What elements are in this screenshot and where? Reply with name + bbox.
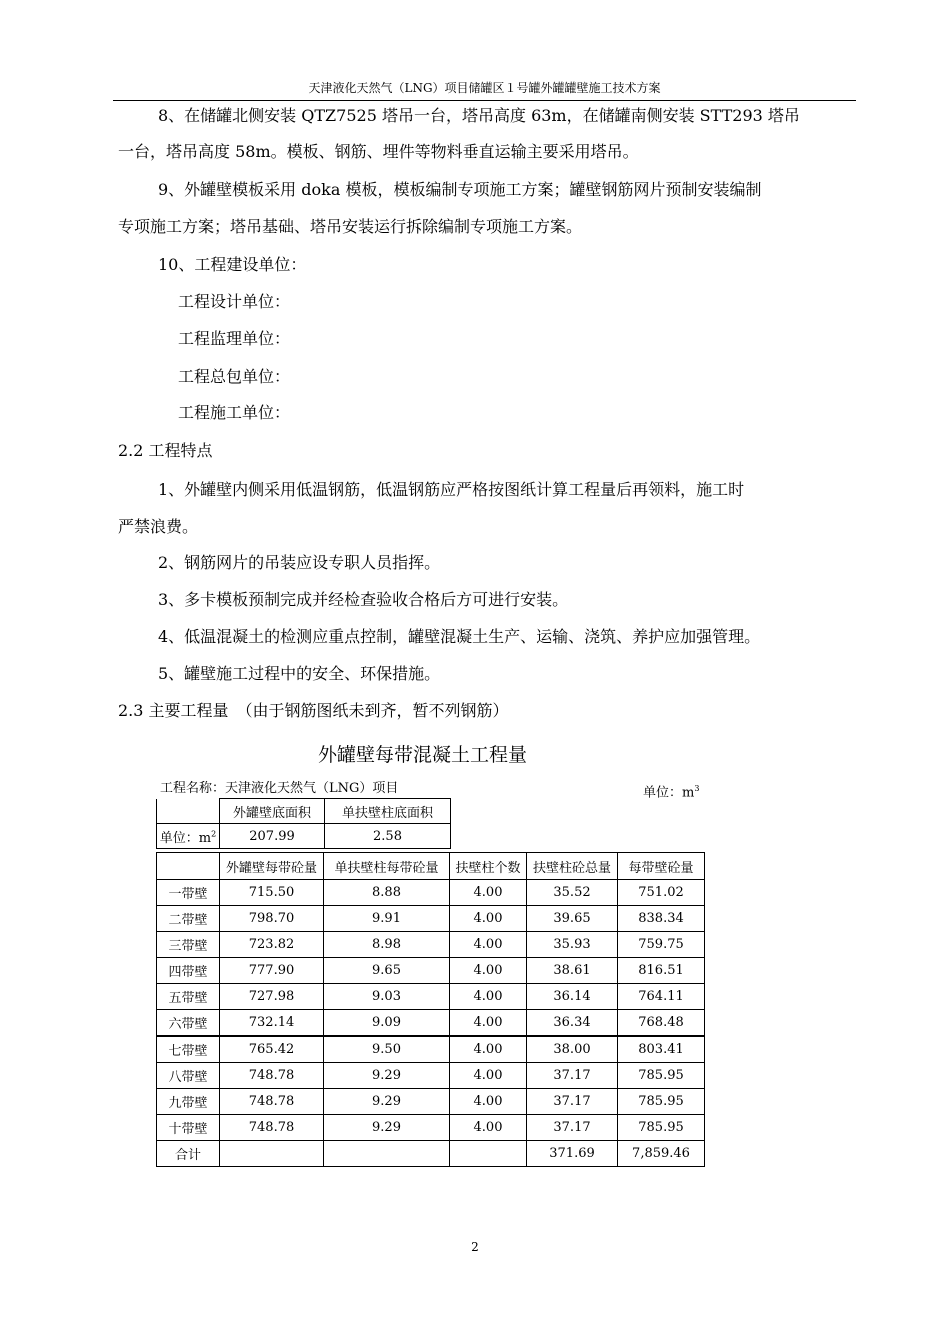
paragraph-9-line2: 专项施工方案；塔吊基础、塔吊安装运行拆除编制专项施工方案。 <box>118 217 583 236</box>
table-cell: 扶壁柱个数 <box>450 853 527 880</box>
area-value-pilaster: 2.58 <box>325 824 451 849</box>
table-cell: 一带壁 <box>157 880 220 906</box>
table-cell: 38.00 <box>527 1036 618 1063</box>
area-value-wall: 207.99 <box>220 824 325 849</box>
table-cell: 39.65 <box>527 906 618 932</box>
table-cell: 七带壁 <box>157 1036 220 1063</box>
table-cell: 外罐壁每带砼量 <box>220 853 324 880</box>
paragraph-8-line1: 8、在储罐北侧安装 QTZ7525 塔吊一台，塔吊高度 63m，在储罐南侧安装 STT293 塔吊 <box>158 106 800 125</box>
table-cell: 4.00 <box>450 1010 527 1037</box>
table-total-row <box>157 1141 705 1167</box>
table-cell: 4.00 <box>450 958 527 984</box>
table-cell: 9.65 <box>324 958 450 984</box>
table-cell: 4.00 <box>450 1115 527 1141</box>
section-2-2-heading: 2.2 工程特点 <box>118 441 213 460</box>
table-cell <box>324 1141 450 1167</box>
table-cell: 4.00 <box>450 1089 527 1115</box>
section-2-3-heading: 2.3 主要工程量 （由于钢筋图纸未到齐，暂不列钢筋） <box>118 701 509 720</box>
table-cell: 9.91 <box>324 906 450 932</box>
table-cell: 7,859.46 <box>618 1141 705 1167</box>
table-row <box>157 1063 705 1089</box>
feature-1-line1: 1、外罐壁内侧采用低温钢筋，低温钢筋应严格按图纸计算工程量后再领料，施工时 <box>158 480 745 499</box>
table-title: 外罐壁每带混凝土工程量 <box>318 744 528 766</box>
table-cell: 715.50 <box>220 880 324 906</box>
table-cell: 768.48 <box>618 1010 705 1037</box>
table-cell: 36.34 <box>527 1010 618 1037</box>
paragraph-9-line1: 9、外罐壁模板采用 doka 模板，模板编制专项施工方案；罐壁钢筋网片预制安装编制 <box>158 180 762 199</box>
feature-1-line2: 严禁浪费。 <box>118 517 199 536</box>
table-cell: 785.95 <box>618 1063 705 1089</box>
area-header-wall: 外罐壁底面积 <box>220 799 325 824</box>
area-table <box>156 798 451 849</box>
paragraph-10: 10、工程建设单位： <box>158 255 307 274</box>
table-row <box>157 1010 705 1037</box>
table-cell: 三带壁 <box>157 932 220 958</box>
table-cell: 37.17 <box>527 1063 618 1089</box>
table-cell: 35.93 <box>527 932 618 958</box>
table-cell: 35.52 <box>527 880 618 906</box>
table-cell: 765.42 <box>220 1036 324 1063</box>
table-cell: 八带壁 <box>157 1063 220 1089</box>
table-cell: 4.00 <box>450 1036 527 1063</box>
table-cell: 四带壁 <box>157 958 220 984</box>
table-row <box>157 984 705 1010</box>
table-cell: 838.34 <box>618 906 705 932</box>
table-row <box>157 958 705 984</box>
table-cell: 785.95 <box>618 1115 705 1141</box>
table-cell: 4.00 <box>450 984 527 1010</box>
supervision-unit: 工程监理单位： <box>178 329 291 348</box>
table-cell: 748.78 <box>220 1089 324 1115</box>
table-cell: 37.17 <box>527 1089 618 1115</box>
table-cell: 4.00 <box>450 906 527 932</box>
table-cell: 38.61 <box>527 958 618 984</box>
table-cell: 合计 <box>157 1141 220 1167</box>
table-cell <box>220 1141 324 1167</box>
table-cell: 十带壁 <box>157 1115 220 1141</box>
table-row <box>157 1036 705 1063</box>
design-unit: 工程设计单位： <box>178 292 291 311</box>
table-cell: 36.14 <box>527 984 618 1010</box>
table-header-row <box>157 853 705 880</box>
table-cell: 751.02 <box>618 880 705 906</box>
table-cell: 764.11 <box>618 984 705 1010</box>
table-row <box>157 932 705 958</box>
feature-4: 4、低温混凝土的检测应重点控制，罐壁混凝土生产、运输、浇筑、养护应加强管理。 <box>158 627 761 646</box>
general-contractor: 工程总包单位： <box>178 367 291 386</box>
table-cell: 723.82 <box>220 932 324 958</box>
table-cell: 五带壁 <box>157 984 220 1010</box>
table-cell: 759.75 <box>618 932 705 958</box>
table-cell: 748.78 <box>220 1115 324 1141</box>
table-cell: 六带壁 <box>157 1010 220 1037</box>
table-cell: 8.88 <box>324 880 450 906</box>
table-row <box>157 1115 705 1141</box>
concrete-quantity-table <box>156 852 705 1167</box>
table-cell: 9.03 <box>324 984 450 1010</box>
feature-5: 5、罐壁施工过程中的安全、环保措施。 <box>158 664 441 683</box>
table-cell: 9.29 <box>324 1063 450 1089</box>
table-cell <box>450 1141 527 1167</box>
table-cell: 732.14 <box>220 1010 324 1037</box>
table-row <box>157 1089 705 1115</box>
table-row <box>157 880 705 906</box>
table-cell: 798.70 <box>220 906 324 932</box>
table-cell: 4.00 <box>450 1063 527 1089</box>
table-cell: 9.09 <box>324 1010 450 1037</box>
table-project-label: 工程名称：天津液化天然气（LNG）项目 <box>160 781 399 796</box>
table-cell: 9.29 <box>324 1089 450 1115</box>
table-cell: 777.90 <box>220 958 324 984</box>
table-unit-label: 单位：$m^3$ <box>643 784 700 801</box>
feature-3: 3、多卡模板预制完成并经检查验收合格后方可进行安装。 <box>158 590 569 609</box>
area-table-blank <box>157 799 220 824</box>
paragraph-8-line2: 一台，塔吊高度 58m。模板、钢筋、埋件等物料垂直运输主要采用塔吊。 <box>118 142 639 161</box>
table-cell: 37.17 <box>527 1115 618 1141</box>
feature-2: 2、钢筋网片的吊装应设专职人员指挥。 <box>158 553 441 572</box>
table-cell: 单扶壁柱每带砼量 <box>324 853 450 880</box>
page-number: 2 <box>471 1240 479 1254</box>
table-cell: 785.95 <box>618 1089 705 1115</box>
table-cell: 4.00 <box>450 880 527 906</box>
table-row <box>157 906 705 932</box>
table-cell: 9.50 <box>324 1036 450 1063</box>
table-cell: 4.00 <box>450 932 527 958</box>
table-cell: 748.78 <box>220 1063 324 1089</box>
table-cell: 9.29 <box>324 1115 450 1141</box>
table-cell: 扶壁柱砼总量 <box>527 853 618 880</box>
table-cell: 803.41 <box>618 1036 705 1063</box>
page-header: 天津液化天然气（LNG）项目储罐区１号罐外罐罐壁施工技术方案 <box>308 81 661 95</box>
table-cell: 二带壁 <box>157 906 220 932</box>
table-cell: 727.98 <box>220 984 324 1010</box>
table-cell: 每带壁砼量 <box>618 853 705 880</box>
table-cell: 8.98 <box>324 932 450 958</box>
table-cell: 371.69 <box>527 1141 618 1167</box>
table-cell: 九带壁 <box>157 1089 220 1115</box>
table-cell <box>157 853 220 880</box>
area-unit-cell: 单位：$m^2$ <box>157 824 220 849</box>
header-rule <box>113 100 856 101</box>
area-header-pilaster: 单扶壁柱底面积 <box>325 799 451 824</box>
construction-unit: 工程施工单位： <box>178 403 291 422</box>
table-cell: 816.51 <box>618 958 705 984</box>
